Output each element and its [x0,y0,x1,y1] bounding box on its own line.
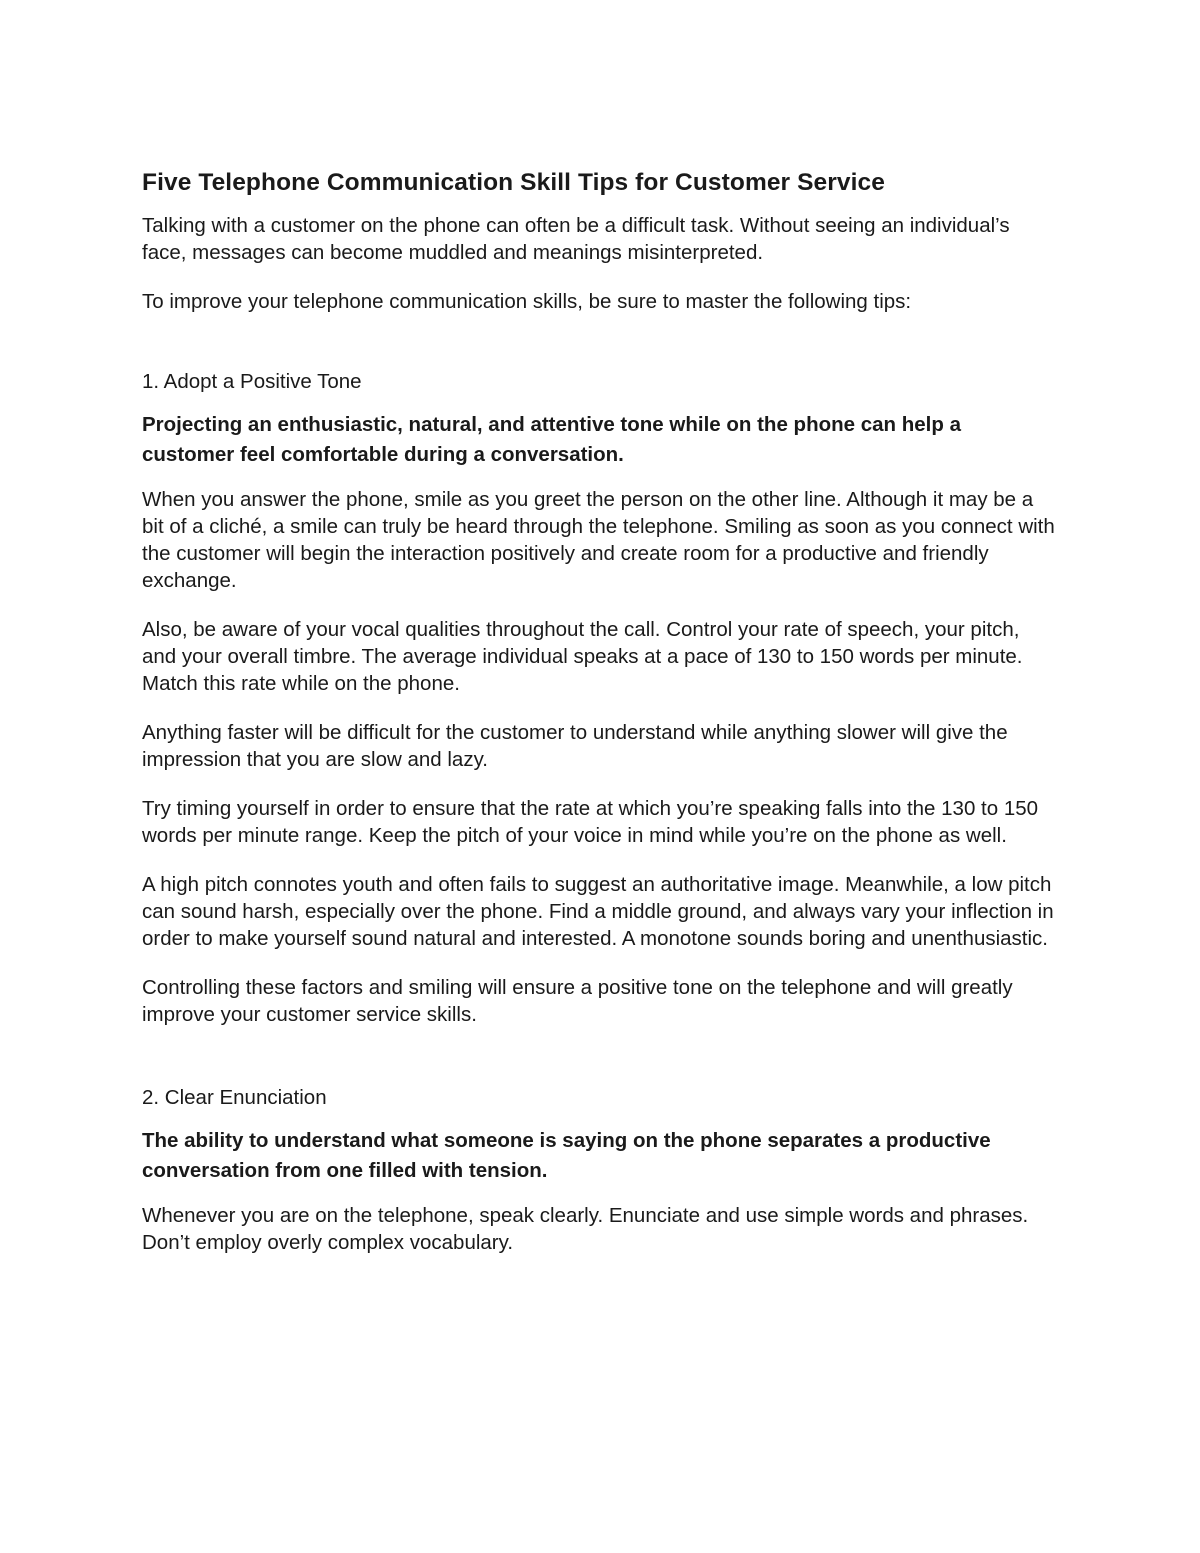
section-2-summary: The ability to understand what someone is saying on the phone separates a productive conversation from one filled with tension. [142,1129,991,1182]
document-title: Five Telephone Communication Skill Tips for Customer Service [142,169,885,196]
section-1-paragraph: When you answer the phone, smile as you greet the person on the other line. Although it may be a bit of a cliché, a smile can truly be heard through the telephone. Smiling as soon as you connect with the customer will begin the interaction positively and create room for a productive and friendly exchange. [142,488,1055,592]
section-2-heading: 2. Clear Enunciation [142,1086,327,1109]
section-1-paragraph: Controlling these factors and smiling will ensure a positive tone on the telephone and will greatly improve your customer service skills. [142,976,1013,1026]
section-1-paragraph: Also, be aware of your vocal qualities throughout the call. Control your rate of speech, your pitch, and your overall timbre. The average individual speaks at a pace of 130 to 150 words per minute. Match this rate while on the phone. [142,618,1023,695]
lead-in-paragraph: To improve your telephone communication skills, be sure to master the following tips: [142,290,912,313]
section-2-paragraph: Whenever you are on the telephone, speak clearly. Enunciate and use simple words and phrases. Don’t employ overly complex vocabulary. [142,1204,1029,1254]
intro-paragraph: Talking with a customer on the phone can often be a difficult task. Without seeing an individual’s face, messages can become muddled and meanings misinterpreted. [142,214,1010,264]
section-1-paragraph: Try timing yourself in order to ensure that the rate at which you’re speaking falls into the 130 to 150 words per minute range. Keep the pitch of your voice in mind while you’re on the phone as well. [142,797,1039,847]
section-1 [142,368,1058,1028]
section-1-summary: Projecting an enthusiastic, natural, and attentive tone while on the phone can help a customer feel comfortable during a conversation. [142,413,961,466]
section-1-paragraph: Anything faster will be difficult for the customer to understand while anything slower will give the impression that you are slow and lazy. [142,721,1008,771]
section-1-heading: 1. Adopt a Positive Tone [142,370,362,393]
section-2 [142,1084,1058,1256]
document-page [142,166,1058,1278]
section-1-paragraph: A high pitch connotes youth and often fails to suggest an authoritative image. Meanwhile, a low pitch can sound harsh, especially over the phone. Find a middle ground, and always vary your inflection in order to make yourself sound natural and interested. A monotone sounds boring and unenthusiastic. [142,873,1054,950]
